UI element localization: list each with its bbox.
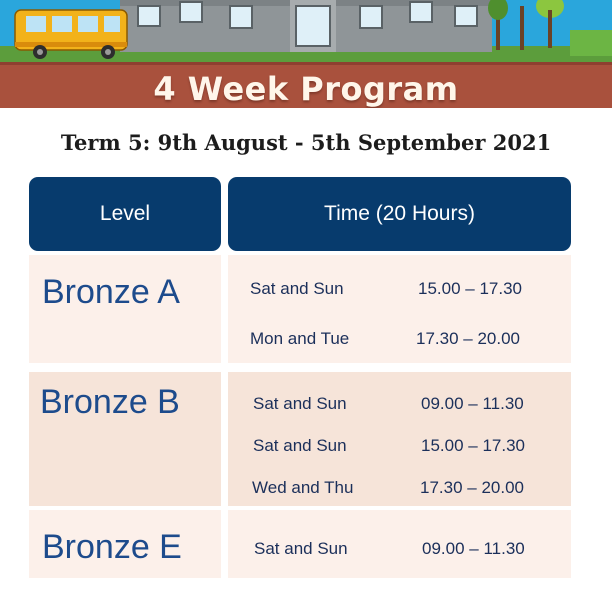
- session-days: Sat and Sun: [253, 394, 347, 413]
- session-days: Sat and Sun: [253, 436, 347, 455]
- schedule-bronze-b: [228, 372, 571, 506]
- session-days: Sat and Sun: [254, 539, 348, 558]
- session-days: Wed and Thu: [252, 478, 354, 497]
- level-bronze-a: Bronze A: [29, 255, 221, 363]
- session-days: Mon and Tue: [250, 329, 350, 348]
- schedule-bronze-e: [228, 510, 571, 578]
- header-level: Level: [29, 177, 221, 251]
- session-time: 15.00 – 17.30: [421, 436, 525, 455]
- level-bronze-e: Bronze E: [29, 510, 221, 578]
- term-dates: Term 5: 9th August - 5th September 2021: [60, 130, 552, 155]
- schedule-bronze-a: [228, 255, 571, 363]
- session-time: 09.00 – 11.30: [421, 394, 524, 413]
- session-time: 17.30 – 20.00: [416, 329, 520, 348]
- header-time: Time (20 Hours): [228, 177, 571, 251]
- banner-title: 4 Week Program: [153, 70, 459, 108]
- session-time: 15.00 – 17.30: [418, 279, 522, 298]
- session-days: Sat and Sun: [250, 279, 344, 298]
- session-time: 17.30 – 20.00: [420, 478, 524, 497]
- session-time: 09.00 – 11.30: [422, 539, 525, 558]
- header-banner: [0, 0, 612, 108]
- level-bronze-b: Bronze B: [29, 372, 221, 506]
